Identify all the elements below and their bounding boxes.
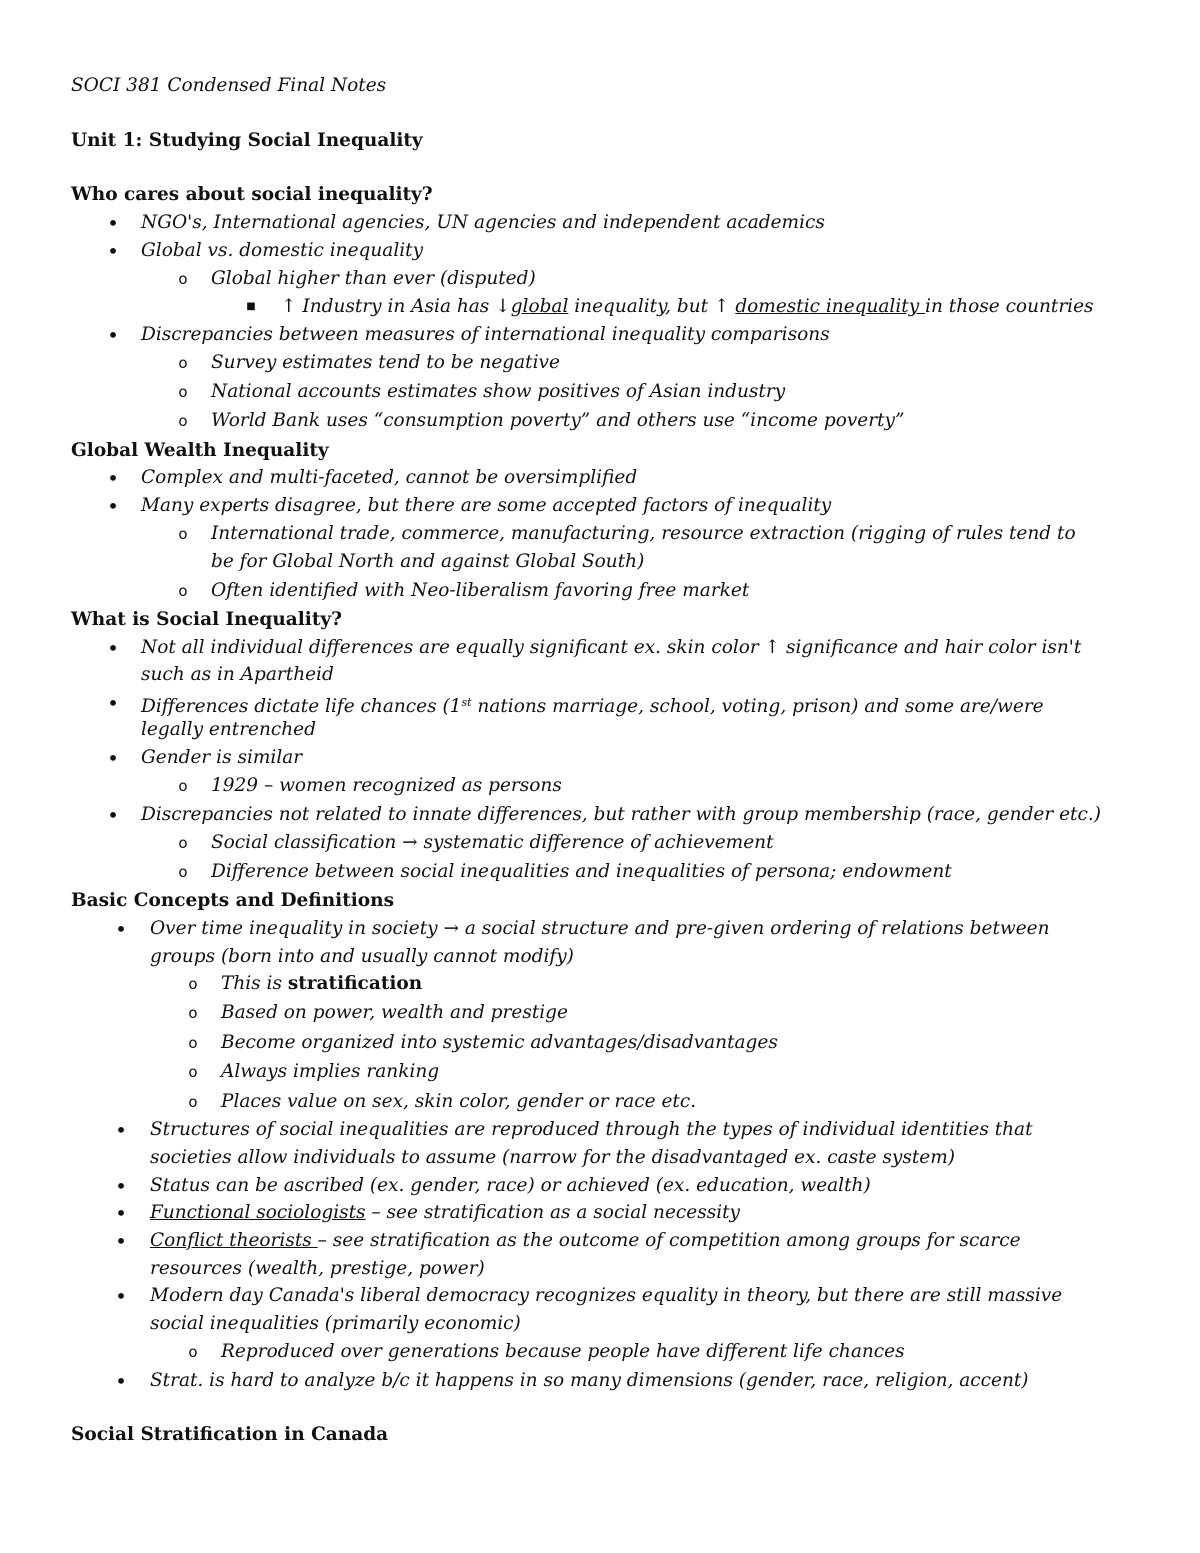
section-heading-global-wealth: Global Wealth Inequality <box>71 440 329 461</box>
underlined-term: Conflict theorists <box>150 1230 318 1251</box>
list-item-continuation: groups (born into and usually cannot modify) <box>150 946 574 967</box>
list-item <box>150 1200 740 1226</box>
bullet-icon: • <box>115 1174 127 1198</box>
list-item: Discrepancies between measures of international inequality comparisons <box>141 324 830 345</box>
circle-bullet-icon: o <box>178 270 188 288</box>
list-subitem: Always implies ranking <box>221 1061 440 1082</box>
circle-bullet-icon: o <box>188 1034 198 1052</box>
section-heading-basic-concepts: Basic Concepts and Definitions <box>71 890 394 911</box>
list-subitem: 1929 – women recognized as persons <box>211 775 562 796</box>
bullet-icon: • <box>107 211 119 235</box>
square-bullet-icon: ■ <box>246 301 256 312</box>
bullet-icon: • <box>107 323 119 347</box>
list-item: Gender is similar <box>141 747 303 768</box>
circle-bullet-icon: o <box>178 383 188 401</box>
list-subsubitem <box>281 294 1094 320</box>
text-run: inequality, but ↑ <box>568 296 736 317</box>
list-item: Strat. is hard to analyze b/c it happens in so many dimensions (gender, race, religion, accent) <box>150 1370 1029 1391</box>
text-run: ↑ Industry in Asia has ↓ <box>281 296 511 317</box>
list-subitem: Survey estimates tend to be negative <box>211 352 560 373</box>
bullet-icon: • <box>107 803 119 827</box>
list-subitem: Often identified with Neo-liberalism favoring free market <box>211 580 750 601</box>
text-run: in those countries <box>925 296 1094 317</box>
list-subitem: National accounts estimates show positives of Asian industry <box>211 381 786 402</box>
section-heading-stratification-canada: Social Stratification in Canada <box>71 1424 389 1445</box>
list-subitem: Places value on sex, skin color, gender or race etc. <box>221 1091 697 1112</box>
bullet-icon: • <box>107 466 119 490</box>
text-run: – see stratification as the outcome of competition among groups for scarce <box>317 1230 1021 1251</box>
circle-bullet-icon: o <box>178 777 188 795</box>
list-item: Modern day Canada's liberal democracy recognizes equality in theory, but there are still massive <box>150 1285 1063 1306</box>
section-heading-who-cares: Who cares about social inequality? <box>71 184 433 205</box>
list-item-continuation: resources (wealth, prestige, power) <box>150 1258 485 1279</box>
circle-bullet-icon: o <box>188 975 198 993</box>
circle-bullet-icon: o <box>188 1343 198 1361</box>
document-header: SOCI 381 Condensed Final Notes <box>71 75 387 96</box>
bullet-icon: • <box>115 1201 127 1225</box>
list-item: Over time inequality in society → a social structure and pre-given ordering of relations between <box>150 918 1050 939</box>
list-item <box>141 690 1044 720</box>
list-item: Discrepancies not related to innate differences, but rather with group membership (race, gender etc.) <box>141 804 1101 825</box>
list-subitem: International trade, commerce, manufacturing, resource extraction (rigging of rules tend to <box>211 523 1076 544</box>
unit-title: Unit 1: Studying Social Inequality <box>71 130 423 151</box>
bullet-icon: • <box>107 691 119 715</box>
list-subitem: Become organized into systemic advantages/disadvantages <box>221 1032 778 1053</box>
list-item: Many experts disagree, but there are some accepted factors of inequality <box>141 495 832 516</box>
text-run: This is <box>221 973 288 994</box>
list-item: Not all individual differences are equally significant ex. skin color ↑ significance and hair color isn't <box>141 637 1082 658</box>
list-item: Structures of social inequalities are reproduced through the types of individual identities that <box>150 1119 1033 1140</box>
list-subitem: Reproduced over generations because people have different life chances <box>221 1341 905 1362</box>
list-item: Status can be ascribed (ex. gender, race) or achieved (ex. education, wealth) <box>150 1175 871 1196</box>
bullet-icon: • <box>107 239 119 263</box>
text-run: nations marriage, school, voting, prison) and some are/were <box>471 696 1044 717</box>
underlined-term: domestic inequality <box>735 296 926 317</box>
list-item-continuation: legally entrenched <box>141 719 316 740</box>
list-subitem: Based on power, wealth and prestige <box>221 1002 568 1023</box>
bullet-icon: • <box>107 746 119 770</box>
circle-bullet-icon: o <box>178 582 188 600</box>
bullet-icon: • <box>115 917 127 941</box>
section-heading-what-is: What is Social Inequality? <box>71 609 342 630</box>
circle-bullet-icon: o <box>188 1093 198 1111</box>
circle-bullet-icon: o <box>178 412 188 430</box>
bullet-icon: • <box>115 1369 127 1393</box>
text-run: Differences dictate life chances (1 <box>141 696 462 717</box>
circle-bullet-icon: o <box>188 1063 198 1081</box>
list-subitem: World Bank uses “consumption poverty” and others use “income poverty” <box>211 410 905 431</box>
bullet-icon: • <box>107 636 119 660</box>
list-subitem: Social classification → systematic difference of achievement <box>211 832 774 853</box>
list-item: NGO's, International agencies, UN agencies and independent academics <box>141 212 825 233</box>
list-item <box>150 1228 1021 1254</box>
bullet-icon: • <box>107 494 119 518</box>
list-subitem: Difference between social inequalities and inequalities of persona; endowment <box>211 861 952 882</box>
list-item-continuation: social inequalities (primarily economic) <box>150 1313 521 1334</box>
circle-bullet-icon: o <box>178 834 188 852</box>
list-item: Global vs. domestic inequality <box>141 240 424 261</box>
bullet-icon: • <box>115 1284 127 1308</box>
circle-bullet-icon: o <box>188 1004 198 1022</box>
bullet-icon: • <box>115 1229 127 1253</box>
underlined-term: Functional sociologists <box>150 1202 366 1223</box>
list-item: Complex and multi-faceted, cannot be oversimplified <box>141 467 638 488</box>
circle-bullet-icon: o <box>178 354 188 372</box>
text-run: – see stratification as a social necessity <box>365 1202 741 1223</box>
bold-term: stratification <box>287 973 423 994</box>
superscript: st <box>461 696 472 709</box>
underlined-term: global <box>510 296 569 317</box>
list-subitem: Global higher than ever (disputed) <box>211 268 536 289</box>
list-item-continuation: such as in Apartheid <box>141 664 334 685</box>
circle-bullet-icon: o <box>178 863 188 881</box>
bullet-icon: • <box>115 1118 127 1142</box>
list-subitem <box>221 971 422 997</box>
list-item-continuation: societies allow individuals to assume (narrow for the disadvantaged ex. caste system) <box>150 1147 956 1168</box>
circle-bullet-icon: o <box>178 525 188 543</box>
list-subitem-continuation: be for Global North and against Global South) <box>211 551 645 572</box>
